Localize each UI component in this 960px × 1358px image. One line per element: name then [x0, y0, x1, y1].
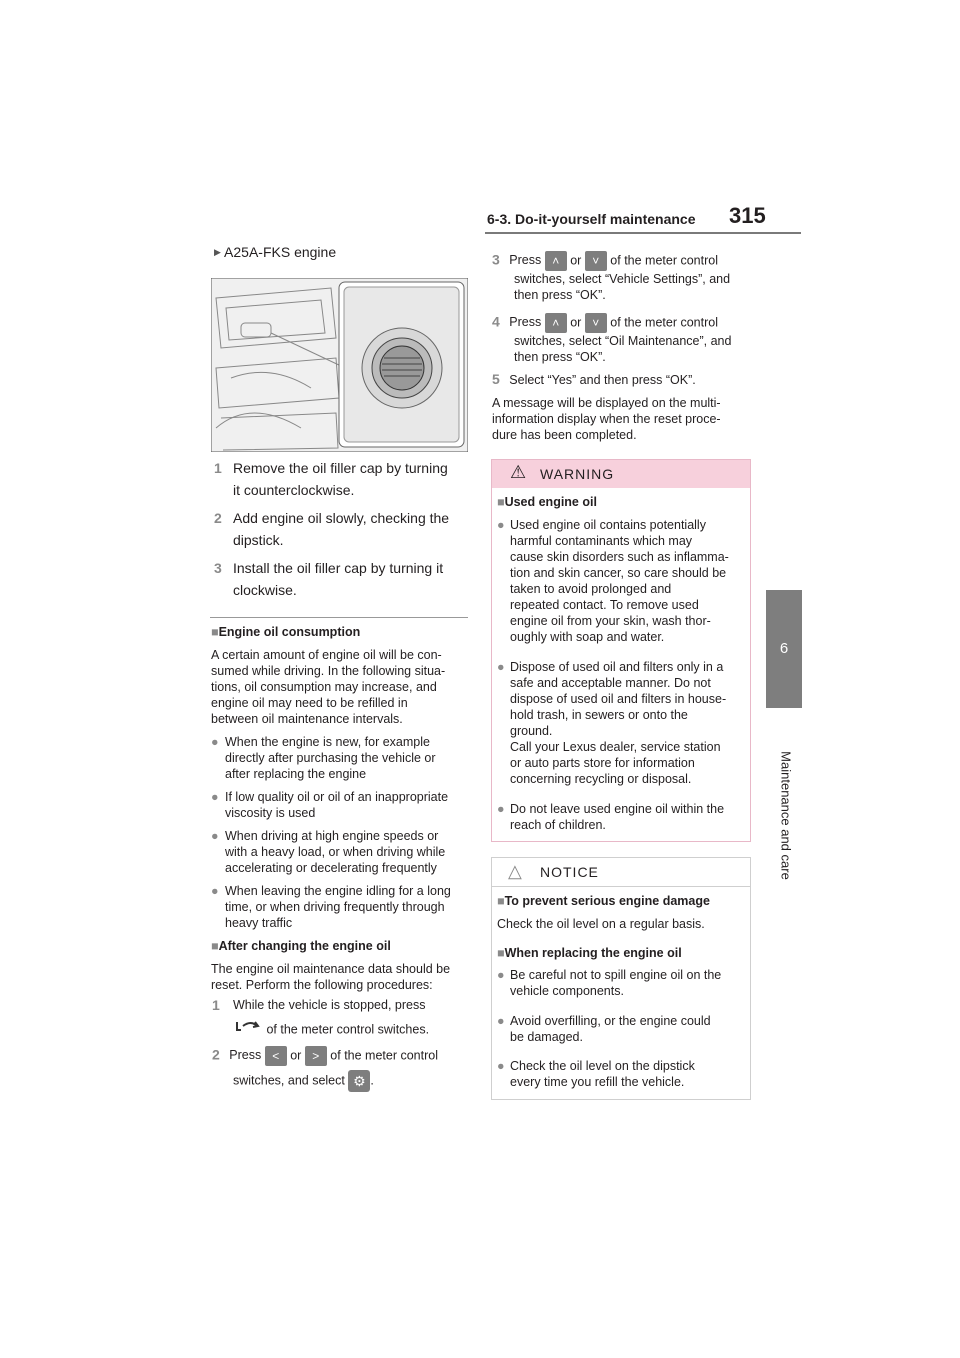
warning-icon: ⚠ — [510, 462, 527, 482]
procedure-4: 4 Press ˄ or ˅ of the meter control switches, select “Oil Maintenance”, and then press “OK”. — [492, 313, 732, 364]
warning-bullet-2: ● Dispose of used oil and filters only in a safe and acceptable manner. Do not dispose of used oil and filters in house- hold trash, in sewers or onto the ground. Call your Lexus dealer, service station or auto parts store for information concerning recycling or disposal. — [497, 660, 727, 786]
engine-heading: ▶ A25A-FKS engine — [214, 244, 337, 260]
circle-bullet-icon: ● — [497, 1014, 505, 1028]
up-arrow-key-icon: ˄ — [545, 251, 567, 271]
page-number: 315 — [729, 203, 766, 228]
up-arrow-key-icon: ˄ — [545, 313, 567, 333]
consumption-title: ■Engine oil consumption — [211, 625, 361, 639]
procedure-1-line-2: of the meter control switches. — [233, 1018, 429, 1042]
reset-message-paragraph: A message will be displayed on the multi- information display when the reset proce- dure has been completed. — [492, 396, 721, 442]
procedure-2: 2 Press < or > of the meter control — [212, 1046, 474, 1066]
consumption-paragraph: A certain amount of engine oil will be con- sumed while driving. In the following situa- tions, oil consumption may increase, and engine oil may need to be refilled in between oil maintenance intervals. — [211, 648, 446, 726]
chapter-tab: 6 — [766, 590, 802, 708]
procedure-1: 1 While the vehicle is stopped, press — [212, 997, 426, 1013]
engine-illustration — [211, 278, 468, 452]
circle-bullet-icon: ● — [497, 518, 505, 532]
circle-bullet-icon: ● — [497, 802, 505, 816]
chapter-tab-label: Maintenance and care — [778, 751, 794, 880]
triangle-bullet-icon: ▶ — [214, 247, 221, 257]
down-arrow-key-icon: ˅ — [585, 251, 607, 271]
procedure-2-line-2: switches, and select ⚙ . — [233, 1070, 374, 1092]
square-bullet-icon: ■ — [497, 946, 505, 960]
notice-header: △ NOTICE — [492, 858, 750, 887]
circle-bullet-icon: ● — [497, 660, 505, 674]
section-title: 6-3. Do-it-yourself maintenance — [487, 211, 696, 227]
circle-bullet-icon: ● — [211, 790, 219, 804]
step-3: 3 Install the oil filler cap by turning it clockwise. — [214, 560, 444, 598]
warning-bullet-3: ● Do not leave used engine oil within the reach of children. — [497, 802, 725, 832]
left-arrow-key-icon: < — [265, 1046, 287, 1066]
right-arrow-key-icon: > — [305, 1046, 327, 1066]
warning-bullet-1: ● Used engine oil contains potentially harmful contaminants which may cause skin disorders such as inflamma- tion and skin cancer, so care should be taken to avoid prolonged and repeated contact. To remove used engine oil from your skin, wash thor- oughly with soap and water. — [497, 518, 729, 644]
odometer-switch-icon — [233, 1018, 263, 1042]
notice-bullet-2: ● Avoid overfilling, or the engine could be damaged. — [497, 1014, 711, 1044]
square-bullet-icon: ■ — [211, 625, 219, 639]
procedure-5: 5 Select “Yes” and then press “OK”. — [492, 371, 696, 387]
after-paragraph: The engine oil maintenance data should be reset. Perform the following procedures: — [211, 962, 451, 992]
notice-bullet-1: ● Be careful not to spill engine oil on the vehicle components. — [497, 968, 722, 998]
square-bullet-icon: ■ — [211, 939, 219, 953]
caution-triangle-icon: △ — [508, 861, 522, 881]
section-divider — [210, 617, 468, 618]
circle-bullet-icon: ● — [211, 884, 219, 898]
down-arrow-key-icon: ˅ — [585, 313, 607, 333]
notice-subtitle-1: ■To prevent serious engine damage — [497, 894, 710, 908]
circle-bullet-icon: ● — [211, 829, 219, 843]
gear-icon: ⚙ — [348, 1070, 370, 1092]
square-bullet-icon: ■ — [497, 495, 505, 509]
after-title: ■After changing the engine oil — [211, 939, 391, 953]
warning-header: ⚠ WARNING — [492, 460, 750, 488]
step-2: 2 Add engine oil slowly, checking the dipstick. — [214, 510, 450, 548]
consumption-bullet-4: ● When leaving the engine idling for a long time, or when driving frequently through heavy traffic — [211, 884, 451, 930]
warning-subtitle: ■Used engine oil — [497, 495, 597, 509]
consumption-bullet-2: ● If low quality oil or oil of an inappropriate viscosity is used — [211, 790, 449, 820]
notice-bullet-3: ● Check the oil level on the dipstick every time you refill the vehicle. — [497, 1059, 695, 1089]
consumption-bullet-1: ● When the engine is new, for example directly after purchasing the vehicle or after replacing the engine — [211, 735, 436, 781]
circle-bullet-icon: ● — [211, 735, 219, 749]
step-1: 1 Remove the oil filler cap by turning it counterclockwise. — [214, 460, 448, 498]
circle-bullet-icon: ● — [497, 1059, 505, 1073]
notice-subtitle-2: ■When replacing the engine oil — [497, 946, 682, 960]
square-bullet-icon: ■ — [497, 894, 505, 908]
circle-bullet-icon: ● — [497, 968, 505, 982]
notice-line-1: Check the oil level on a regular basis. — [497, 917, 705, 931]
consumption-bullet-3: ● When driving at high engine speeds or with a heavy load, or when driving while accelerating or decelerating frequently — [211, 829, 446, 875]
procedure-3: 3 Press ˄ or ˅ of the meter control switches, select “Vehicle Settings”, and then press “OK”. — [492, 251, 731, 302]
header-rule — [485, 232, 801, 234]
